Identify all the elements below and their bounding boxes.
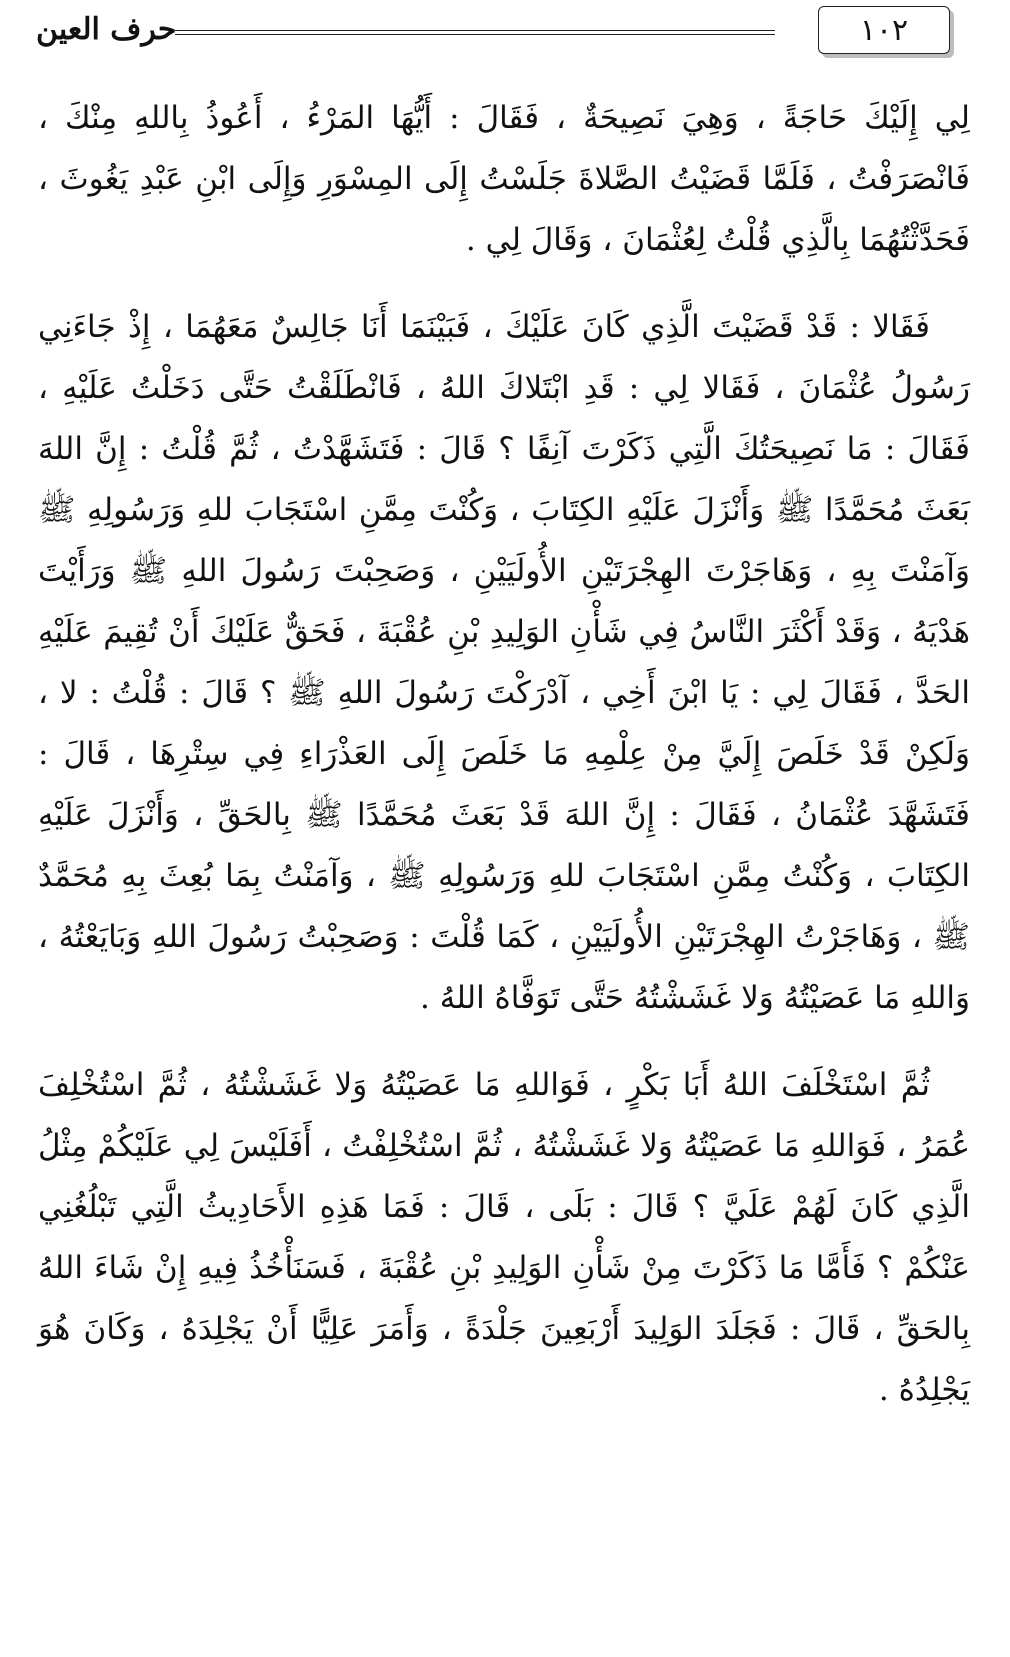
body-text — [38, 88, 970, 1421]
page-header — [0, 0, 1010, 70]
paragraph-2: فَقَالا : قَدْ قَضَيْتَ الَّذِي كَانَ عَلَيْكَ ، فَبَيْنَمَا أَنَا جَالِسٌ مَعَهُمَا ، إِذْ جَاءَنِي رَسُولُ عُثْمَانَ ، فَقَالا لِي : قَدِ ابْتَلاكَ اللهُ ، فَانْطَلَقْتُ حَتَّى دَخَلْتُ عَلَيْهِ ، فَقَالَ : مَا نَصِيحَتُكَ الَّتِي ذَكَرْتَ آنِفًا ؟ قَالَ : فَتَشَهَّدْتُ ، ثُمَّ قُلْتُ : إِنَّ اللهَ بَعَثَ مُحَمَّدًا ﷺ وَأَنْزَلَ عَلَيْهِ الكِتَابَ ، وَكُنْتَ مِمَّنِ اسْتَجَابَ للهِ وَرَسُولِهِ ﷺ وَآمَنْتَ بِهِ ، وَهَاجَرْتَ الهِجْرَتَيْنِ الأُولَيَيْنِ ، وَصَحِبْتَ رَسُولَ اللهِ ﷺ وَرَأَيْتَ هَدْيَهُ ، وَقَدْ أَكْثَرَ النَّاسُ فِي شَأْنِ الوَلِيدِ بْنِ عُقْبَةَ ، فَحَقٌّ عَلَيْكَ أَنْ تُقِيمَ عَلَيْهِ الحَدَّ ، فَقَالَ لِي : يَا ابْنَ أَخِي ، آدْرَكْتَ رَسُولَ اللهِ ﷺ ؟ قَالَ : قُلْتُ : لا ، وَلَكِنْ قَدْ خَلَصَ إِلَيَّ مِنْ عِلْمِهِ مَا خَلَصَ إِلَى العَذْرَاءِ فِي سِتْرِهَا ، قَالَ : فَتَشَهَّدَ عُثْمَانُ ، فَقَالَ : إِنَّ اللهَ قَدْ بَعَثَ مُحَمَّدًا ﷺ بِالحَقِّ ، وَأَنْزَلَ عَلَيْهِ الكِتَابَ ، وَكُنْتُ مِمَّنِ اسْتَجَابَ للهِ وَرَسُولِهِ ﷺ ، وَآمَنْتُ بِمَا بُعِثَ بِهِ مُحَمَّدٌ ﷺ ، وَهَاجَرْتُ الهِجْرَتَيْنِ الأُولَيَيْنِ ، كَمَا قُلْتَ : وَصَحِبْتُ رَسُولَ اللهِ وَبَايَعْتُهُ ، وَاللهِ مَا عَصَيْتُهُ وَلا غَشَشْتُهُ حَتَّى تَوَفَّاهُ اللهُ . — [38, 309, 970, 1016]
page-number-box — [818, 6, 950, 54]
header-rule — [175, 30, 775, 35]
paragraph-gap — [38, 271, 970, 297]
page-number: ١٠٢ — [859, 12, 909, 48]
paragraph-3: ثُمَّ اسْتَخْلَفَ اللهُ أَبَا بَكْرٍ ، فَوَاللهِ مَا عَصَيْتُهُ وَلا غَشَشْتُهُ ، ثُمَّ اسْتُخْلِفَ عُمَرُ ، فَوَاللهِ مَا عَصَيْتُهُ وَلا غَشَشْتُهُ ، ثُمَّ اسْتُخْلِفْتُ ، أَفَلَيْسَ لِي عَلَيْكُمْ مِثْلُ الَّذِي كَانَ لَهُمْ عَلَيَّ ؟ قَالَ : بَلَى ، قَالَ : فَمَا هَذِهِ الأَحَادِيثُ الَّتِي تَبْلُغُنِي عَنْكُمْ ؟ فَأَمَّا مَا ذَكَرْتَ مِنْ شَأْنِ الوَلِيدِ بْنِ عُقْبَةَ ، فَسَنَأْخُذُ فِيهِ إِنْ شَاءَ اللهُ بِالحَقِّ ، قَالَ : فَجَلَدَ الوَلِيدَ أَرْبَعِينَ جَلْدَةً ، وَأَمَرَ عَلِيًّا أَنْ يَجْلِدَهُ ، وَكَانَ هُوَ يَجْلِدُهُ . — [38, 1067, 970, 1408]
chapter-title: حرف العين — [36, 12, 177, 47]
paragraph-1: لِي إِلَيْكَ حَاجَةً ، وَهِيَ نَصِيحَةٌ ، فَقَالَ : أَيُّهَا المَرْءُ ، أَعُوذُ بِاللهِ مِنْكَ ، فَانْصَرَفْتُ ، فَلَمَّا قَضَيْتُ الصَّلاةَ جَلَسْتُ إِلَى المِسْوَرِ وَإِلَى ابْنِ عَبْدِ يَغُوثَ ، فَحَدَّثْتُهُمَا بِالَّذِي قُلْتُ لِعُثْمَانَ ، وَقَالَ لِي . — [38, 100, 970, 258]
paragraph-gap — [38, 1029, 970, 1055]
